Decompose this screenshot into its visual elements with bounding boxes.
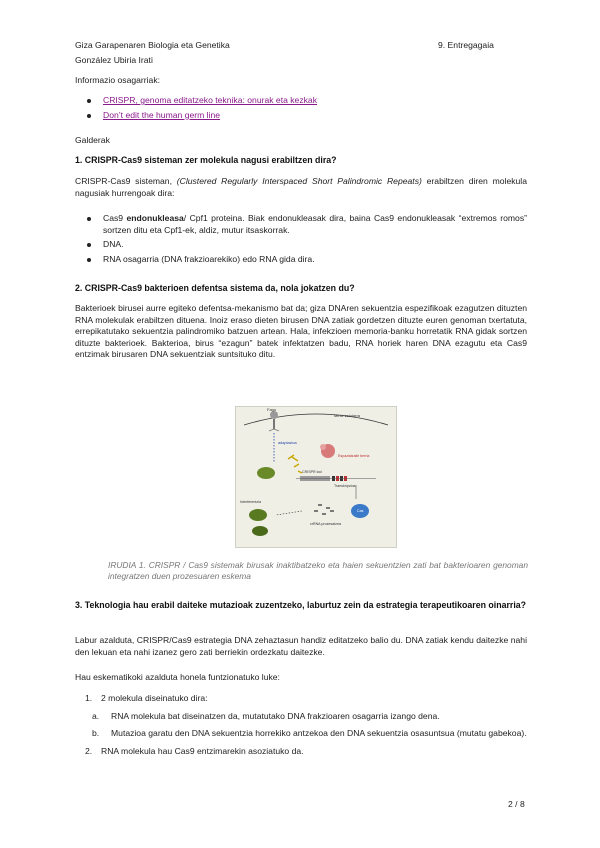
list-item	[75, 110, 527, 122]
spacer-icons	[288, 455, 302, 473]
link-crispr[interactable]: CRISPR, genoma editatzeko teknika: onurak eta kezkak	[103, 95, 318, 105]
schema-intro: Hau eskematikoki azalduta honela funtzionatuko luke:	[75, 672, 280, 682]
list-item	[75, 711, 527, 723]
intro-text-end: erabiltzen diren molekula nagusiak hurrengoak dira:	[75, 176, 527, 198]
info-links	[75, 95, 527, 124]
question-1-list	[75, 213, 527, 268]
item-text: DNA.	[103, 239, 124, 250]
item-text: RNA osagarria (DNA frakzioarekiko) edo RNA gida dira.	[103, 253, 315, 264]
question-3-body: Labur azalduta, CRISPR/Cas9 estrategia DNA zehaztasun handiz editatzeko balio du. DNA zatiak kendu daitezke nahi den lekuan eta nahi izanez gero zati berriekin ordezkatu daitezke.	[75, 635, 527, 657]
step-text: RNA molekula hau Cas9 entzimarekin asoziatuko da.	[101, 745, 304, 756]
link-germ-line[interactable]: Don’t edit the human germ line	[103, 109, 221, 120]
question-1-title: 1. CRISPR-Cas9 sisteman zer molekula nagusi erabiltzen dira?	[75, 155, 337, 165]
list-item	[75, 254, 527, 266]
header-course: Giza Garapenaren Biologia eta Genetika	[75, 40, 230, 50]
list-item	[75, 213, 527, 236]
phage-icon	[269, 411, 279, 431]
membrane-label: Mintz zelularra	[334, 413, 361, 418]
list-item	[75, 728, 527, 740]
list-item	[75, 746, 527, 758]
step-number: 2.	[85, 745, 93, 756]
ribosome-icon	[320, 444, 335, 458]
cas-label: Cas	[357, 509, 364, 513]
interference-arrow	[276, 511, 302, 515]
questions-heading: Galderak	[75, 135, 110, 145]
item-text: Cas9	[103, 213, 127, 223]
header-assignment: 9. Entregagaia	[438, 40, 494, 50]
crrna-fragments	[314, 505, 334, 514]
step-number: b.	[92, 728, 100, 739]
acquisition-label: adaptazioa	[278, 441, 297, 445]
crispr-array-label: CRISPR loci	[302, 470, 322, 474]
item-bold: endonukleasa	[126, 213, 184, 223]
cell-membrane-line	[244, 414, 388, 425]
header-author: González Ubiria Irati	[75, 55, 153, 65]
spacer-label: Espaziatzaile berria	[338, 454, 370, 458]
page-number: 2 / 8	[508, 799, 525, 809]
crrna-label: crRNA prozesatzea	[310, 522, 341, 526]
question-3-title: 3. Teknologia hau erabil daiteke mutazioak zuzentzeko, laburtuz zein da estrategia terapeutikoaren oinarria?	[75, 600, 527, 610]
item-text: / Cpf1 proteina. Biak endonukleasak dira, baina Cas9 endonukleasak “extremos romos” sortzen ditu eta Cpf1-ek, aldiz, mutur itsaskorrak.	[103, 213, 527, 235]
list-item	[75, 95, 527, 107]
list-item	[75, 693, 527, 705]
step-number: a.	[92, 710, 100, 721]
steps-list	[75, 693, 527, 757]
step-text: Mutazioa garatu den DNA sekuentzia horrekiko antzekoa den DNA sekuentzia osasuntsua (mutatu gabekoa).	[111, 728, 527, 739]
step-number: 1.	[85, 693, 93, 703]
question-2-title: 2. CRISPR-Cas9 bakterioen defentsa sistema da, nola jokatzen du?	[75, 283, 355, 293]
crispr-diagram	[236, 407, 396, 547]
crispr-array-icon	[296, 476, 376, 481]
intro-italic: (Clustered Regularly Interspaced Short Palindromic Repeats)	[176, 176, 422, 186]
interference-label: Interferentzia	[240, 500, 261, 504]
step-text: RNA molekula bat diseinatzen da, mutatutako DNA frakzioaren osagarria izango dena.	[111, 710, 440, 721]
transcription-label: Transkripzioa	[334, 484, 356, 488]
info-heading: Informazio osagarriak:	[75, 75, 161, 85]
step-text: 2 molekula diseinatuko dira:	[101, 693, 208, 703]
question-2-body: Bakterioek birusei aurre egiteko defentsa-mekanismo bat da; giza DNAren sekuentzia espezifikoak ezagutzen dituzten RNA molekulak erabiltzen dituena. Inoiz eraso dieten birusen DNA zatiak gordetzen dituzte euren genoman txertatuta, errepikatutako sekuentzia palindromiko batzuen artean. Hala, infekzioen memoria-banku horretatik RNA gidak sortzen dituzte bakterioek. Bakterioa, birus “ezagun” batek infektatzen badu, RNA horiek haren DNA ezagutu eta Cas9 entzimak birusaren DNA sekuentziak suntsituko ditu.	[75, 303, 527, 360]
crispr-figure	[235, 406, 397, 548]
question-1-intro	[75, 176, 527, 199]
list-item	[75, 239, 527, 251]
phage-label: Fago	[267, 407, 277, 412]
intro-text: CRISPR-Cas9 sisteman,	[75, 176, 177, 186]
figure-caption: IRUDIA 1. CRISPR / Cas9 sistemak birusak inaktibatzeko eta haien sekuentzien zati bat bakterioaren genoman integratzen duen prozesuaren eskema	[108, 560, 528, 582]
